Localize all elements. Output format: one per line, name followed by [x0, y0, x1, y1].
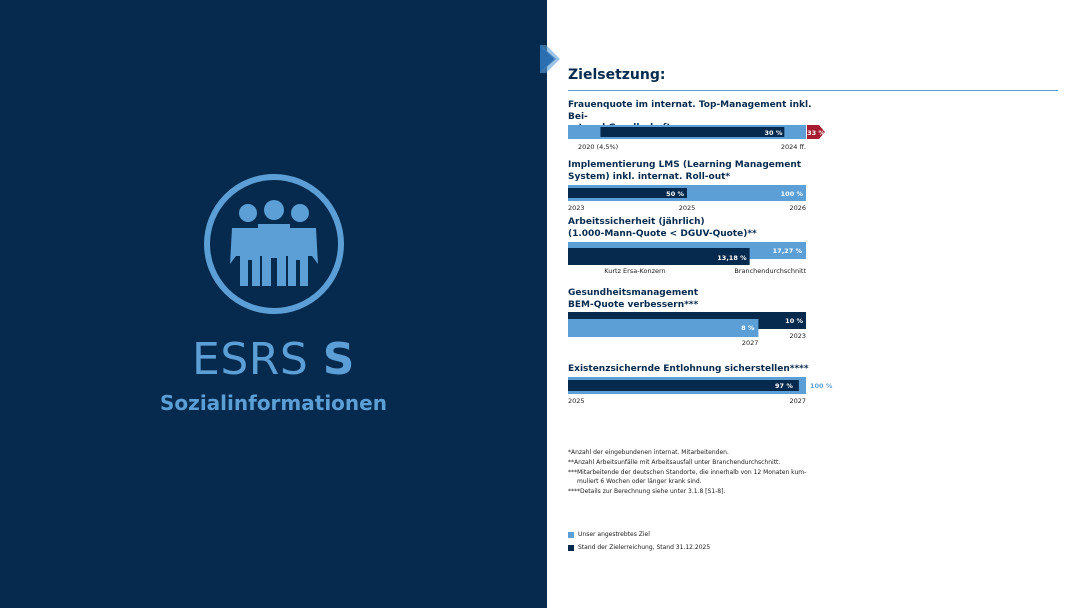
- target-bar: [568, 319, 758, 337]
- legend-label: Unser angestrebtes Ziel: [578, 531, 650, 538]
- x-tick-label: 2023: [789, 332, 806, 340]
- status-bar: [600, 127, 784, 137]
- status-value-label: 10 %: [785, 317, 803, 325]
- target-value-label: 33 %: [807, 129, 825, 137]
- legend-swatch: [568, 545, 574, 551]
- status-bar: [568, 380, 799, 391]
- status-value-label: 13,18 %: [717, 254, 747, 262]
- category-label: Branchendurchschnitt: [734, 267, 806, 275]
- x-tick-label: 2027: [741, 339, 759, 347]
- chart-title-entlohnung: Existenzsichernde Entlohnung sicherstellen****: [568, 364, 809, 374]
- section-title: Zielsetzung:: [568, 67, 666, 83]
- legend: [568, 528, 710, 554]
- x-tick-label: 2026: [789, 204, 806, 212]
- footnote: ***Mitarbeitende der deutschen Standorte, die innerhalb von 12 Monaten kum- muliert 6 Wochen oder länger krank sind.: [568, 469, 807, 485]
- x-tick-label: 2023: [568, 204, 585, 212]
- x-tick-label: 2024 ff.: [780, 143, 806, 151]
- x-tick-label: 2025: [568, 397, 585, 405]
- legend-label: Stand der Zielerreichung, Stand 31.12.2025: [578, 544, 711, 551]
- x-tick-label: 2027: [789, 397, 806, 405]
- status-value-label: 97 %: [775, 382, 793, 390]
- category-label: Kurtz Ersa-Konzern: [604, 267, 666, 275]
- chart-title-frauenquote: Frauenquote im internat. Top-Management inkl. Bei-: [568, 100, 812, 122]
- legend-item: [568, 541, 710, 554]
- x-tick-label: 2020 (4,5%): [578, 143, 619, 151]
- target-value-label: 8 %: [741, 324, 755, 332]
- target-value-label: 17,27 %: [772, 247, 802, 255]
- footnote: *Anzahl der eingebundenen internat. Mitarbeitenden.: [568, 449, 729, 456]
- target-value-label: 100 %: [810, 382, 833, 390]
- footnote: ****Details zur Berechnung siehe unter 3.1.8 [S1-8].: [568, 488, 726, 495]
- legend-item: [568, 528, 710, 541]
- chart-title-gesundheit: Gesundheitsmanagement BEM-Quote verbessern***: [568, 288, 699, 310]
- chart-title-lms: Implementierung LMS (Learning Management System) inkl. internat. Roll-out*: [568, 160, 802, 182]
- footnote: **Anzahl Arbeitsunfälle mit Arbeitsausfall unter Branchendurchschnitt.: [568, 459, 781, 466]
- esrs-subtitle: Sozialinformationen: [160, 391, 387, 415]
- x-tick-label: 2025: [678, 204, 696, 212]
- target-value-label: 100 %: [780, 190, 803, 198]
- footnotes: [568, 448, 808, 497]
- legend-swatch: [568, 532, 574, 538]
- esrs-title: ESRS S: [192, 334, 355, 385]
- chart-title-arbeitssicherheit: Arbeitssicherheit (jährlich) (1.000-Mann-Quote < DGUV-Quote)**: [568, 217, 757, 239]
- status-value-label: 50 %: [666, 190, 684, 198]
- status-value-label: 30 %: [764, 129, 783, 137]
